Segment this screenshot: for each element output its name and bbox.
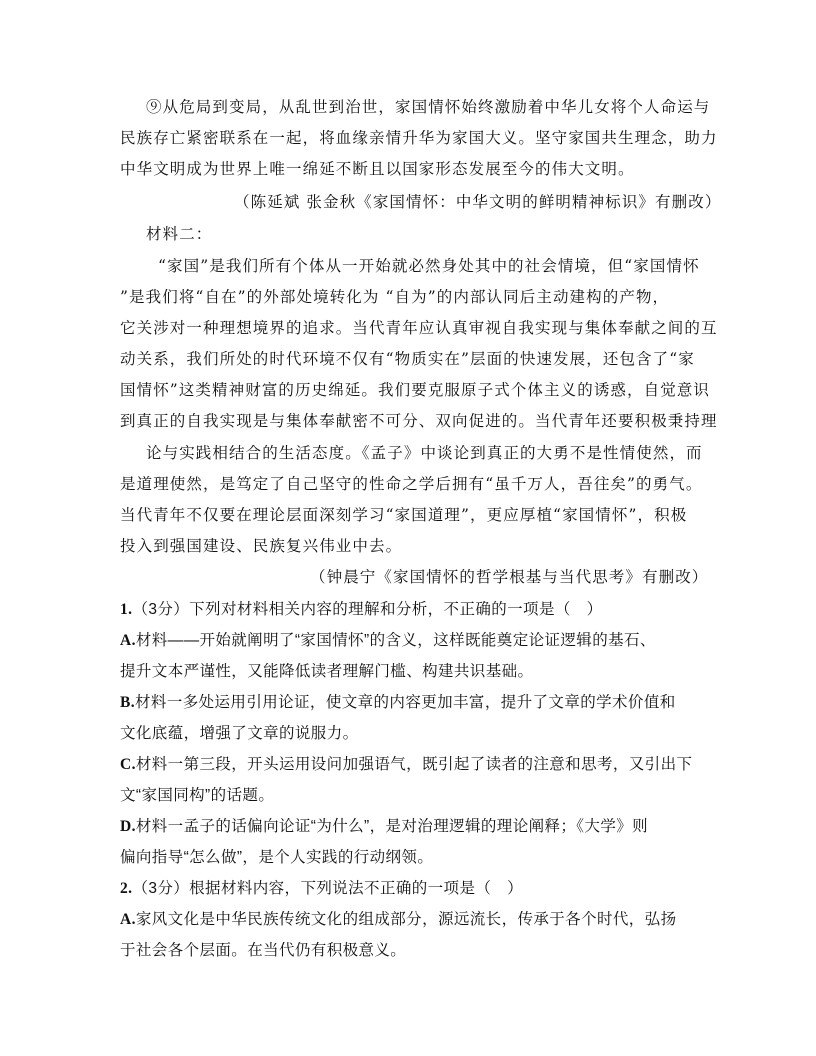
passage-line: 投入到强国建设、民族复兴伟业中去。 bbox=[120, 537, 403, 555]
option-text: 提升文本严谨性，又能降低读者理解门槛、构建共识基础。 bbox=[120, 663, 534, 680]
passage-line: 动关系，我们所处的时代环境不仅有“物质实在”层面的快速发展，还包含了“家 bbox=[120, 350, 695, 368]
passage-line: 民族存亡紧密联系在一起，将血缘亲情升华为家国大义。坚守家国共生理念，助力 bbox=[120, 129, 718, 147]
passage-line: 到真正的自我实现是与集体奉献密不可分、双向促进的。当代青年还要积极秉持理 bbox=[120, 412, 718, 430]
passage-line: ”是我们将“自在”的外部处境转化为 “自为”的内部认同后主动建构的产物， bbox=[120, 288, 670, 306]
passage-line: 当代青年不仅要在理论层面深刻学习“家国道理”，更应厚植“家国情怀”，积极 bbox=[120, 506, 688, 524]
passage-line: 论与实践相结合的生活态度。《孟子》中谈论到真正的大勇不是性情使然，而 bbox=[146, 444, 703, 462]
question-text: （3分）根据材料内容，下列说法不正确的一项是（ ） bbox=[132, 880, 524, 897]
passage-line: 国情怀”这类精神财富的历史绵延。我们要克服原子式个体主义的诱惑，自觉意识 bbox=[120, 381, 711, 399]
question-text: （3分）下列对材料相关内容的理解和分析，不正确的一项是（ ） bbox=[132, 601, 603, 618]
option-letter: B. bbox=[120, 694, 136, 711]
passage-line: 中华文明成为世界上唯一绵延不断且以国家形态发展至今的伟大文明。 bbox=[120, 160, 635, 178]
passage-line: 是道理使然，是笃定了自己坚守的性命之学后拥有“虽千万人，吾往矣”的勇气。 bbox=[120, 475, 703, 493]
option-text: 材料一多处运用引用论证，使文章的内容更加丰富，提升了文章的学术价值和 bbox=[135, 694, 676, 711]
source-citation: （钟晨宁《家国情怀的哲学根基与当代思考》有删改） bbox=[310, 568, 709, 586]
option-letter: C. bbox=[120, 756, 136, 773]
option-1-c bbox=[120, 752, 692, 774]
option-1-a bbox=[120, 628, 656, 650]
passage-line: ⑨从危局到变局，从乱世到治世，家国情怀始终激励着中华儿女将个人命运与 bbox=[146, 98, 711, 116]
passage-line: 它关涉对一种理想境界的追求。当代青年应认真审视自我实现与集体奉献之间的互 bbox=[120, 319, 718, 337]
option-text: 材料——开始就阐明了“家国情怀”的含义，这样既能奠定论证逻辑的基石、 bbox=[135, 632, 656, 649]
option-letter: A. bbox=[120, 632, 136, 649]
option-1-b bbox=[120, 690, 676, 712]
question-number: 2. bbox=[120, 880, 133, 897]
option-2-a bbox=[120, 907, 676, 929]
option-text: 于社会各个层面。在当代仍有积极意义。 bbox=[120, 942, 407, 959]
option-text: 文“家国同构”的话题。 bbox=[120, 787, 275, 804]
option-text: 材料一第三段，开头运用设问加强语气，既引起了读者的注意和思考，又引出下 bbox=[135, 756, 693, 773]
option-text: 偏向指导“怎么做”，是个人实践的行动纲领。 bbox=[120, 849, 434, 866]
option-1-d bbox=[120, 814, 648, 836]
question-2-stem bbox=[120, 876, 523, 898]
option-letter: D. bbox=[120, 818, 136, 835]
option-text: 家风文化是中华民族传统文化的组成部分，源远流长，传承于各个时代，弘扬 bbox=[135, 911, 677, 928]
question-1-stem bbox=[120, 597, 603, 619]
material-heading: 材料二： bbox=[146, 225, 213, 243]
source-citation: （陈延斌 张金秋《家国情怀：中华文明的鲜明精神标识》有删改） bbox=[234, 193, 722, 211]
option-letter: A. bbox=[120, 911, 136, 928]
option-text: 材料一孟子的话偏向论证“为什么”，是对治理逻辑的理论阐释；《大学》则 bbox=[135, 818, 649, 835]
option-text: 文化底蕴，增强了文章的说服力。 bbox=[120, 725, 359, 742]
question-number: 1. bbox=[120, 601, 133, 618]
passage-line: “家国”是我们所有个体从一开始就必然身处其中的社会情境，但“家国情怀 bbox=[158, 257, 700, 275]
